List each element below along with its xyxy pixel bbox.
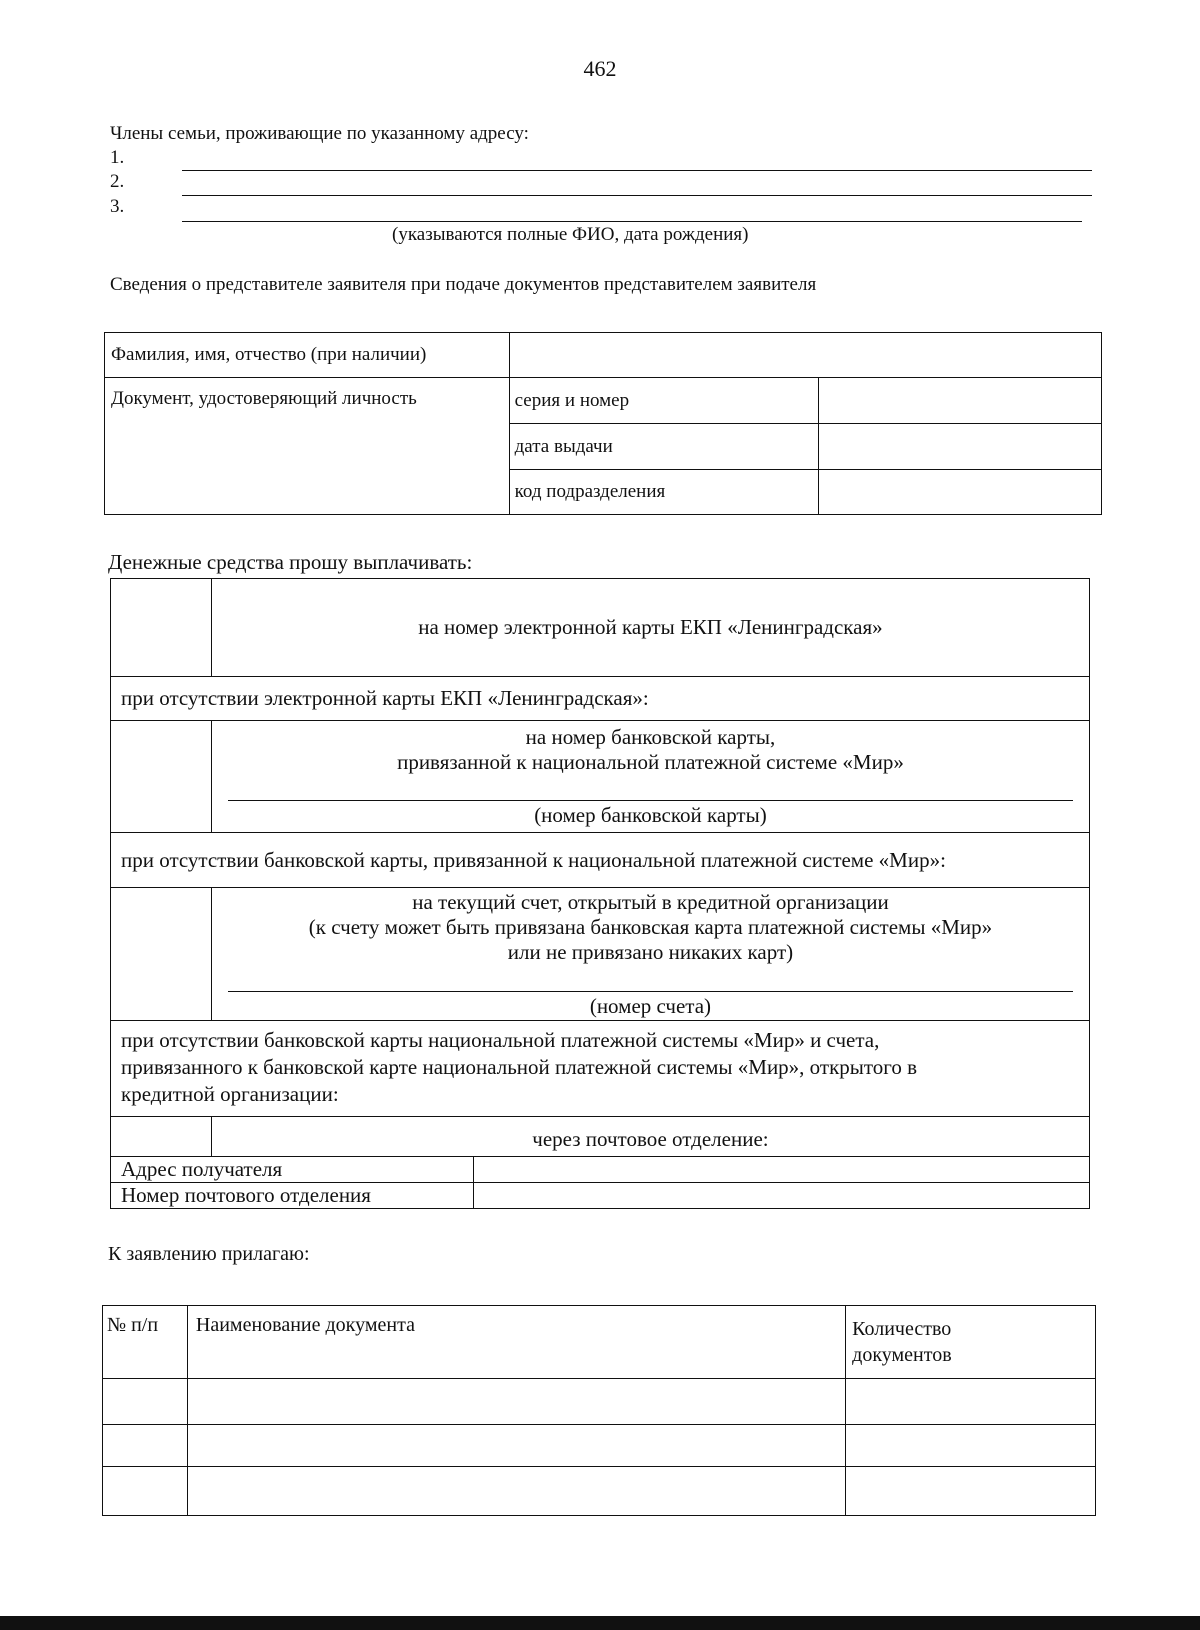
- ekp-checkbox[interactable]: [111, 579, 212, 677]
- row-1-num-cell[interactable]: [103, 1379, 188, 1425]
- row-2-num-cell[interactable]: [103, 1425, 188, 1467]
- row-1-qty-cell[interactable]: [846, 1379, 1096, 1425]
- post-checkbox[interactable]: [111, 1117, 212, 1157]
- account-line-3: или не привязано никаких карт): [507, 940, 794, 964]
- post-office-label: Номер почтового отделения: [111, 1183, 474, 1209]
- col-num-header: № п/п: [103, 1306, 188, 1379]
- row-3-qty-cell[interactable]: [846, 1467, 1096, 1516]
- doc-label: Документ, удостоверяющий личность: [105, 378, 510, 515]
- code-label: код подразделения: [509, 470, 819, 515]
- row-1-name-cell[interactable]: [187, 1379, 845, 1425]
- series-value-cell[interactable]: [819, 378, 1102, 424]
- no-account-line-1: при отсутствии банковской карты национальной платежной системы «Мир» и счета,: [121, 1028, 880, 1052]
- post-office-value-cell[interactable]: [473, 1183, 1089, 1209]
- table-row: [103, 1467, 1096, 1516]
- account-line-2: (к счету может быть привязана банковская карта платежной системы «Мир»: [308, 915, 993, 939]
- date-value-cell[interactable]: [819, 424, 1102, 470]
- no-account-text: [111, 1021, 1090, 1117]
- representative-table: [104, 332, 1102, 515]
- row-3-name-cell[interactable]: [187, 1467, 845, 1516]
- table-row: [103, 1379, 1096, 1425]
- bank-card-line-1: на номер банковской карты,: [525, 725, 776, 749]
- family-row-2-line[interactable]: [182, 195, 1092, 196]
- post-option: через почтовое отделение:: [211, 1117, 1089, 1157]
- payment-table: [110, 578, 1090, 1209]
- bank-card-number-line[interactable]: [228, 800, 1073, 801]
- account-checkbox[interactable]: [111, 888, 212, 1021]
- family-note: (указываются полные ФИО, дата рождения): [392, 224, 749, 245]
- representative-heading: Сведения о представителе заявителя при подаче документов представителем заявителя: [110, 274, 817, 295]
- col-name-header: Наименование документа: [187, 1306, 845, 1379]
- col-qty-header: [846, 1306, 1096, 1379]
- family-row-3-line[interactable]: [182, 221, 1082, 222]
- code-value-cell[interactable]: [819, 470, 1102, 515]
- family-row-2-number: 2.: [110, 171, 125, 192]
- col-qty-line-2: документов: [852, 1344, 952, 1366]
- row-2-name-cell[interactable]: [187, 1425, 845, 1467]
- series-label: серия и номер: [509, 378, 819, 424]
- row-2-qty-cell[interactable]: [846, 1425, 1096, 1467]
- bank-card-checkbox[interactable]: [111, 721, 212, 833]
- fio-label: Фамилия, имя, отчество (при наличии): [105, 333, 510, 378]
- no-ekp-text: при отсутствии электронной карты ЕКП «Ленинградская»:: [111, 677, 1090, 721]
- payment-heading: Денежные средства прошу выплачивать:: [108, 550, 473, 574]
- row-3-num-cell[interactable]: [103, 1467, 188, 1516]
- bank-card-option: [211, 721, 1089, 833]
- family-heading: Члены семьи, проживающие по указанному адресу:: [110, 123, 529, 144]
- fio-value-cell[interactable]: [509, 333, 1101, 378]
- page-number: 462: [583, 56, 617, 81]
- account-option: [211, 888, 1089, 1021]
- address-value-cell[interactable]: [473, 1157, 1089, 1183]
- scan-edge-bar: [0, 1616, 1200, 1630]
- ekp-card-option: на номер электронной карты ЕКП «Ленинградская»: [211, 579, 1089, 677]
- family-row-3-number: 3.: [110, 196, 125, 217]
- attachments-heading: К заявлению прилагаю:: [108, 1243, 310, 1265]
- no-bank-card-text: при отсутствии банковской карты, привязанной к национальной платежной системе «Мир»:: [111, 833, 1090, 888]
- account-number-line[interactable]: [228, 991, 1073, 992]
- table-row: [103, 1425, 1096, 1467]
- date-label: дата выдачи: [509, 424, 819, 470]
- bank-card-note: (номер банковской карты): [534, 803, 767, 827]
- col-qty-line-1: Количество: [852, 1318, 952, 1340]
- attachments-table: [102, 1305, 1096, 1516]
- no-account-line-2: привязанного к банковской карте национальной платежной системы «Мир», открытого в: [121, 1055, 918, 1079]
- bank-card-line-2: привязанной к национальной платежной системе «Мир»: [397, 750, 904, 774]
- family-row-1-number: 1.: [110, 147, 125, 168]
- no-account-line-3: кредитной организации:: [121, 1082, 339, 1106]
- account-note: (номер счета): [589, 994, 712, 1018]
- account-line-1: на текущий счет, открытый в кредитной организации: [412, 890, 889, 914]
- family-row-1-line[interactable]: [182, 170, 1092, 171]
- address-label: Адрес получателя: [111, 1157, 474, 1183]
